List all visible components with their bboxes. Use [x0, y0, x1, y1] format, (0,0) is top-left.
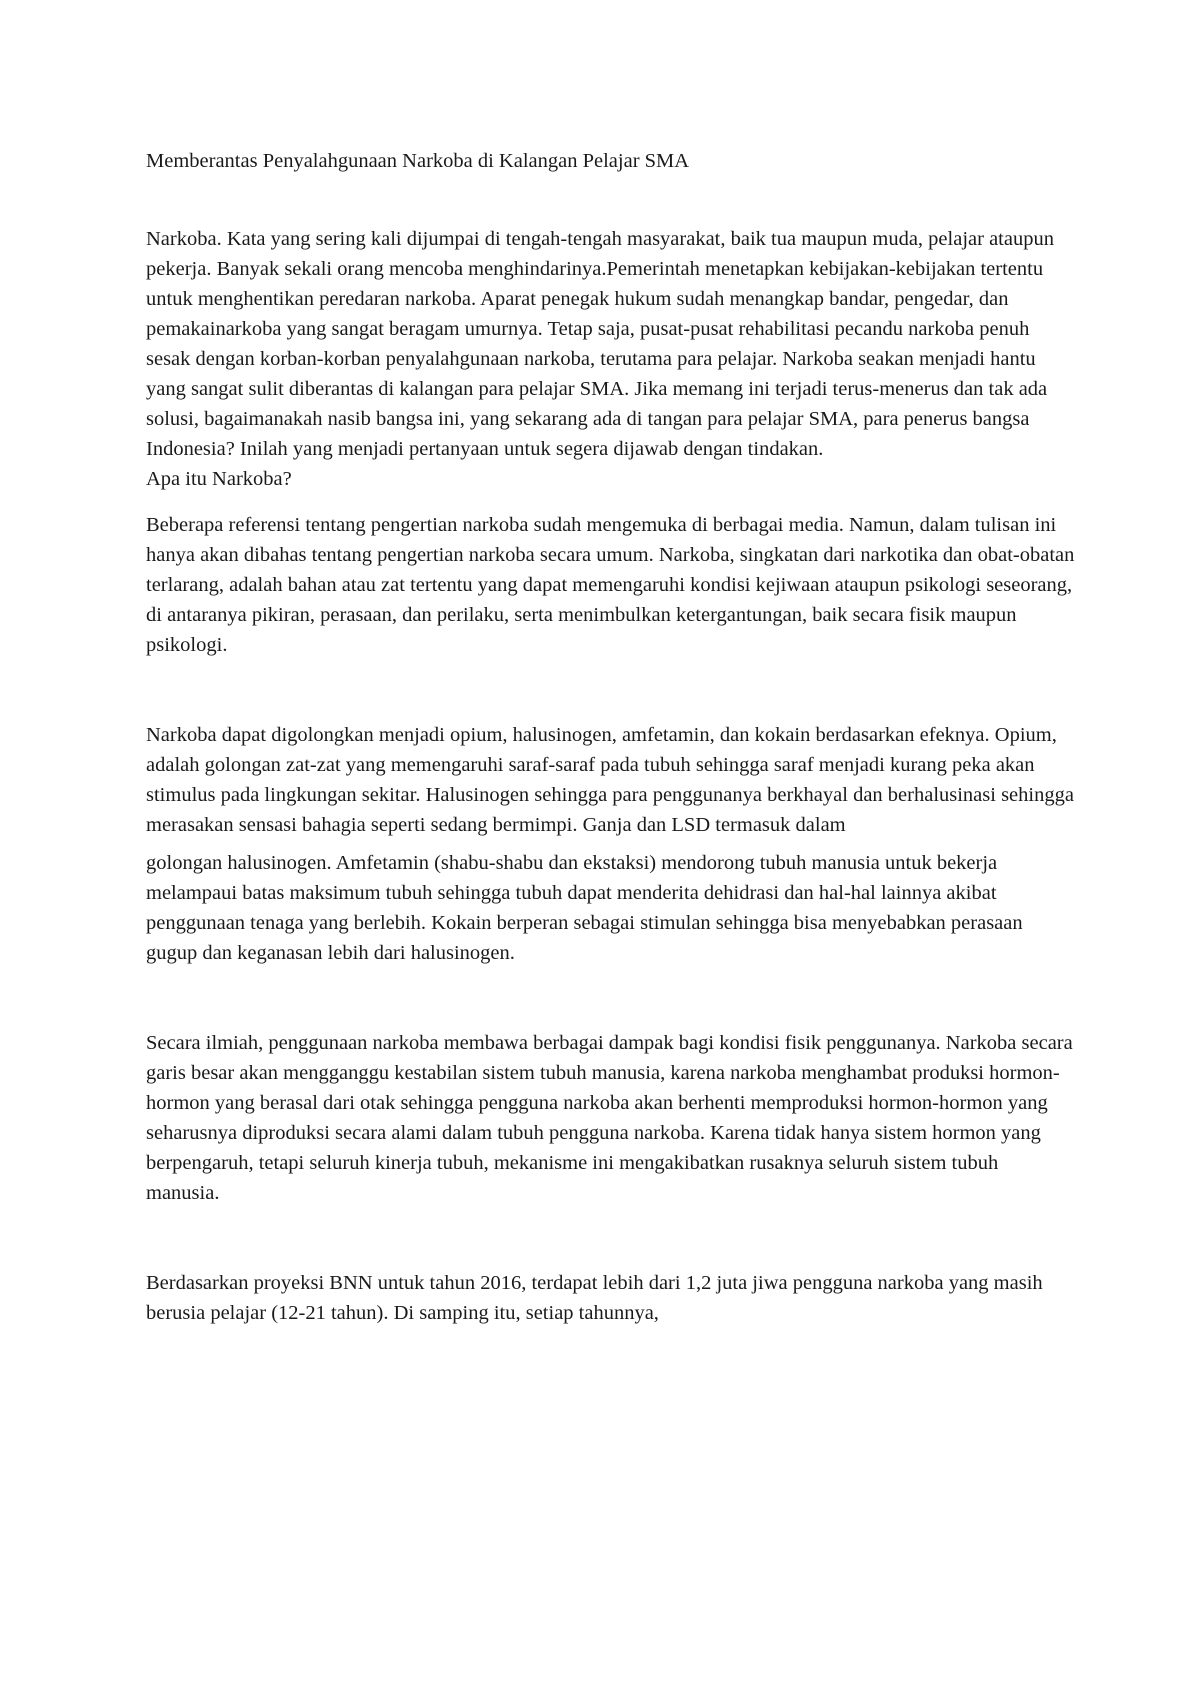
classification-continued-paragraph: golongan halusinogen. Amfetamin (shabu-shabu dan ekstaksi) mendorong tubuh manusia untuk bekerja melampaui batas maksimum tubuh sehingga tubuh dapat menderita dehidrasi dan hal-hal lainnya akibat penggunaan tenaga yang berlebih. Kokain berperan sebagai stimulan sehingga bisa menyebabkan perasaan gugup dan keganasan lebih dari halusinogen.	[146, 852, 1023, 964]
effects-paragraph: Secara ilmiah, penggunaan narkoba membawa berbagai dampak bagi kondisi fisik penggunanya. Narkoba secara garis besar akan mengganggu kestabilan sistem tubuh manusia, karena narkoba menghambat produksi hormon-hormon yang berasal dari otak sehingga pengguna narkoba akan berhenti memproduksi hormon-hormon yang seharusnya diproduksi secara alami dalam tubuh pengguna narkoba. Karena tidak hanya sistem hormon yang berpengaruh, tetapi seluruh kinerja tubuh, mekanisme ini mengakibatkan rusaknya seluruh sistem tubuh manusia.	[146, 1032, 1073, 1204]
statistics-paragraph: Berdasarkan proyeksi BNN untuk tahun 2016, terdapat lebih dari 1,2 juta jiwa pengguna narkoba yang masih berusia pelajar (12-21 tahun). Di samping itu, setiap tahunnya,	[146, 1272, 1043, 1324]
section-heading: Apa itu Narkoba?	[146, 468, 292, 490]
document-body	[146, 146, 1076, 1328]
classification-paragraph: Narkoba dapat digolongkan menjadi opium, halusinogen, amfetamin, dan kokain berdasarkan efeknya. Opium, adalah golongan zat-zat yang memengaruhi saraf-saraf pada tubuh sehingga saraf menjadi kurang peka akan stimulus pada lingkungan sekitar. Halusinogen sehingga para penggunanya berkhayal dan berhalusinasi sehingga merasakan sensasi bahagia seperti sedang bermimpi. Ganja dan LSD termasuk dalam	[146, 724, 1074, 836]
intro-paragraph: Narkoba. Kata yang sering kali dijumpai di tengah-tengah masyarakat, baik tua maupun muda, pelajar ataupun pekerja. Banyak sekali orang mencoba menghindarinya.Pemerintah menetapkan kebijakan-kebijakan tertentu untuk menghentikan peredaran narkoba. Aparat penegak hukum sudah menangkap bandar, pengedar, dan pemakainarkoba yang sangat beragam umurnya. Tetap saja, pusat-pusat rehabilitasi pecandu narkoba penuh sesak dengan korban-korban penyalahgunaan narkoba, terutama para pelajar. Narkoba seakan menjadi hantu yang sangat sulit diberantas di kalangan para pelajar SMA. Jika memang ini terjadi terus-menerus dan tak ada solusi, bagaimanakah nasib bangsa ini, yang sekarang ada di tangan para pelajar SMA, para penerus bangsa Indonesia? Inilah yang menjadi pertanyaan untuk segera dijawab dengan tindakan.	[146, 228, 1054, 460]
definition-paragraph: Beberapa referensi tentang pengertian narkoba sudah mengemuka di berbagai media. Namun, dalam tulisan ini hanya akan dibahas tentang pengertian narkoba secara umum. Narkoba, singkatan dari narkotika dan obat-obatan terlarang, adalah bahan atau zat tertentu yang dapat memengaruhi kondisi kejiwaan ataupun psikologi seseorang, di antaranya pikiran, perasaan, dan perilaku, serta menimbulkan ketergantungan, baik secara fisik maupun psikologi.	[146, 514, 1075, 656]
document-title: Memberantas Penyalahgunaan Narkoba di Kalangan Pelajar SMA	[146, 150, 690, 172]
